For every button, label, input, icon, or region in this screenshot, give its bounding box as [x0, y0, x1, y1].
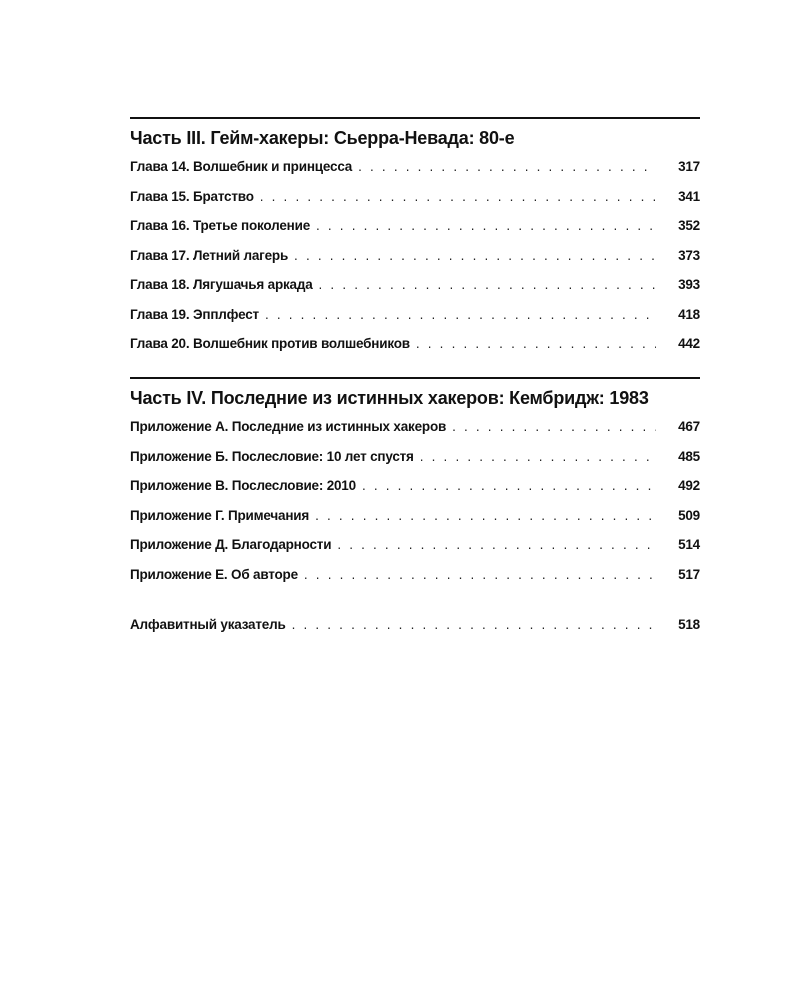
toc-entry[interactable] [130, 307, 700, 337]
part-title: Часть IV. Последние из истинных хакеров: Кембридж: 1983 [130, 388, 649, 408]
toc-entry-page: 467 [678, 419, 700, 434]
toc-entry-label: Приложение Д. Благодарности [130, 537, 332, 552]
toc-entry[interactable] [130, 159, 700, 189]
toc-entry[interactable] [130, 277, 700, 307]
dot-leader [260, 189, 656, 204]
dot-leader [304, 567, 656, 582]
toc-entry[interactable] [130, 567, 700, 597]
dot-leader [420, 449, 656, 464]
toc-entry[interactable] [130, 508, 700, 538]
dot-leader [316, 218, 656, 233]
toc-entry-label: Приложение Е. Об авторе [130, 566, 298, 582]
toc-entry-page: 373 [678, 247, 700, 263]
toc-entry[interactable] [130, 478, 700, 508]
dot-leader [452, 419, 656, 434]
dot-leader [315, 508, 656, 523]
dot-leader [294, 248, 656, 263]
toc-entry-page: 393 [678, 277, 700, 292]
dot-leader [337, 537, 656, 552]
toc-entry-page: 418 [678, 306, 700, 322]
part-divider [130, 377, 700, 379]
toc-entry-label: Глава 15. Братство [130, 188, 254, 204]
toc-entry-label: Приложение Б. Послесловие: 10 лет спустя [130, 448, 414, 464]
toc-entry-page: 514 [678, 537, 700, 552]
toc-entry-page: 442 [678, 336, 700, 351]
toc-entry[interactable] [130, 537, 700, 567]
toc-entry-page: 341 [678, 188, 700, 204]
dot-leader [416, 336, 656, 351]
toc-entry[interactable] [130, 248, 700, 278]
toc-entry-index[interactable] [130, 617, 700, 647]
toc-entry-label: Глава 16. Третье поколение [130, 218, 310, 233]
toc-entry-label: Глава 14. Волшебник и принцесса [130, 159, 353, 174]
toc-entry-label: Глава 20. Волшебник против волшебников [130, 336, 410, 351]
toc-part-4 [130, 377, 700, 596]
toc-entry-label: Приложение Г. Примечания [130, 507, 310, 523]
dot-leader [319, 277, 656, 292]
part-title: Часть III. Гейм-хакеры: Сьерра-Невада: 80-е [130, 128, 515, 148]
toc-entry-page: 485 [678, 448, 700, 464]
toc-entry[interactable] [130, 336, 700, 366]
part-divider [130, 117, 700, 119]
toc-entry[interactable] [130, 189, 700, 219]
toc-entry-label: Приложение А. Последние из истинных хакеров [130, 419, 447, 434]
toc-entry-label: Приложение В. Послесловие: 2010 [130, 478, 356, 493]
toc-entry-label: Глава 19. Эпплфест [130, 306, 259, 322]
toc-entry-page: 492 [678, 478, 700, 493]
toc-part-3 [130, 117, 700, 366]
dot-leader [362, 478, 656, 493]
toc-entry-page: 517 [678, 566, 700, 582]
toc-entry-label: Глава 17. Летний лагерь [130, 247, 289, 263]
toc-entry-page: 509 [678, 507, 700, 523]
dot-leader [265, 307, 656, 322]
toc-entry-page: 352 [678, 218, 700, 233]
dot-leader [292, 617, 656, 632]
toc-entry[interactable] [130, 449, 700, 479]
toc-entry-label: Глава 18. Лягушачья аркада [130, 277, 313, 292]
toc-entry-page: 317 [678, 159, 700, 174]
toc-entry-label: Алфавитный указатель [130, 617, 286, 632]
toc-entry[interactable] [130, 419, 700, 449]
dot-leader [358, 159, 656, 174]
toc-entry-page: 518 [678, 617, 700, 632]
toc-entry[interactable] [130, 218, 700, 248]
toc-index [130, 617, 700, 647]
